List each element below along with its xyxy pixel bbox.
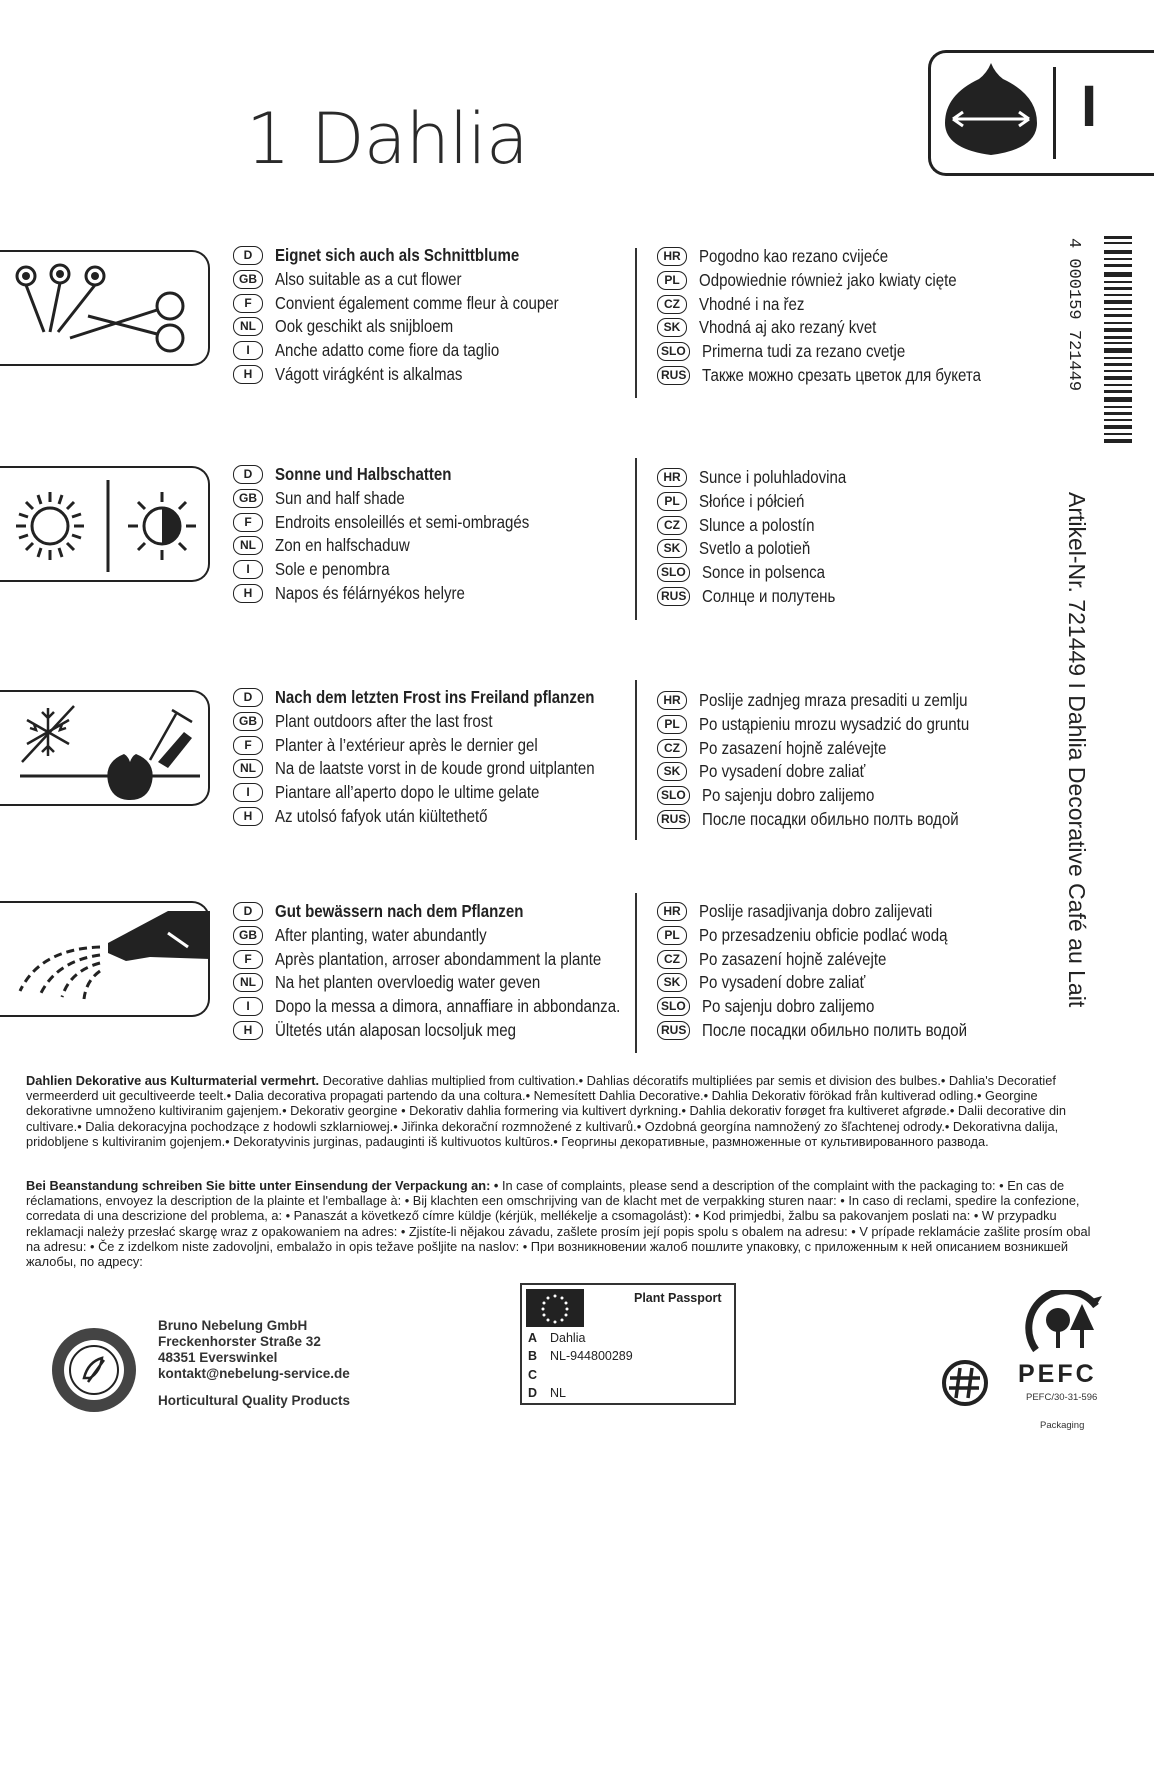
section-sun-right xyxy=(657,466,870,608)
lang-text: Poslije zadnjeg mraza presaditi u zemlju xyxy=(699,690,968,711)
company-tagline: Horticultural Quality Products xyxy=(158,1393,351,1408)
lang-text: Az utolsó fafyok után kiültethető xyxy=(275,805,488,826)
lang-text: Nach dem letzten Frost ins Freiland pflanzen xyxy=(275,687,595,708)
section-water-right xyxy=(657,900,1011,1042)
passport-value: NL xyxy=(550,1386,566,1400)
divider xyxy=(635,248,637,398)
lang-code-badge: HR xyxy=(657,468,687,487)
lang-code-badge: GB xyxy=(233,270,263,289)
lang-text: Zon en halfschaduw xyxy=(275,535,410,556)
lang-row xyxy=(657,760,1013,784)
lang-text: Vágott virágként is alkalmas xyxy=(275,363,463,384)
lang-row xyxy=(233,291,605,315)
plant-passport xyxy=(520,1283,736,1405)
pefc-label: PEFC xyxy=(1018,1360,1097,1388)
lang-row xyxy=(657,713,1013,737)
lang-text: Sonne und Halbschatten xyxy=(275,464,452,485)
lang-row xyxy=(233,244,605,268)
lang-code-badge: I xyxy=(233,341,263,360)
lang-row xyxy=(233,804,647,828)
lang-code-badge: PL xyxy=(657,715,687,734)
lang-row xyxy=(233,362,605,386)
lang-code-badge: H xyxy=(233,365,263,384)
lang-text: Gut bewässern nach dem Pflanzen xyxy=(275,901,524,922)
lang-text: Poslije rasadjivanja dobro zalijevati xyxy=(699,901,933,922)
lang-code-badge: NL xyxy=(233,973,263,992)
passport-value: Dahlia xyxy=(550,1331,586,1345)
lang-text: Na de laatste vorst in de koude grond uitplanten xyxy=(275,758,595,779)
lang-row xyxy=(657,971,1011,995)
section-frost-right xyxy=(657,689,1013,831)
lang-code-badge: SK xyxy=(657,762,687,781)
lang-row xyxy=(657,292,1027,316)
lang-row xyxy=(657,490,870,514)
lang-text: После посадки обильно полть водой xyxy=(702,808,959,829)
page-title: 1 Dahlia xyxy=(246,98,528,180)
lang-row xyxy=(657,1018,1011,1042)
lang-text: Po vysadení dobre zaliať xyxy=(699,972,866,993)
lang-code-badge: RUS xyxy=(657,587,690,606)
lang-row xyxy=(233,900,676,924)
passport-row-d xyxy=(528,1386,566,1400)
lang-code-badge: CZ xyxy=(657,739,687,758)
bulb-size-box xyxy=(928,50,1154,176)
lang-row xyxy=(233,995,676,1019)
lang-text: Piantare all’aperto dopo le ultime gelate xyxy=(275,782,540,803)
lang-row xyxy=(233,510,571,534)
passport-letter: C xyxy=(528,1368,538,1382)
divider xyxy=(635,893,637,1053)
lang-code-badge: I xyxy=(233,783,263,802)
lang-text: Ültetés után alaposan locsoljuk meg xyxy=(275,1019,516,1040)
lang-text: Dopo la messa a dimora, annaffiare in abbondanza. xyxy=(275,996,621,1017)
section-sun-left xyxy=(233,463,571,605)
lang-code-badge: D xyxy=(233,465,263,484)
lang-code-badge: HR xyxy=(657,902,687,921)
lang-text: Après plantation, arroser abondamment la plante xyxy=(275,948,602,969)
lang-text: Pogodno kao rezano cvijeće xyxy=(699,246,889,267)
lang-row xyxy=(233,1018,676,1042)
lang-row xyxy=(657,363,1027,387)
lang-row xyxy=(233,686,647,710)
lang-code-badge: HR xyxy=(657,247,687,266)
lang-text: Svetlo a polotieň xyxy=(699,538,811,559)
lang-code-badge: CZ xyxy=(657,516,687,535)
section-water-left xyxy=(233,900,676,1042)
sustainable-supplier-seal-icon xyxy=(50,1326,138,1414)
lang-text: Convient également comme fleur à couper xyxy=(275,292,559,313)
lang-text: Na het planten overvloedig water geven xyxy=(275,972,541,993)
lang-row xyxy=(657,807,1013,831)
lang-row xyxy=(233,558,571,582)
lang-row xyxy=(233,924,676,948)
cut-flower-scissors-icon xyxy=(0,252,210,368)
lang-row xyxy=(233,487,571,511)
lang-text: Ook geschikt als snijbloem xyxy=(275,316,454,337)
lang-code-badge: GB xyxy=(233,926,263,945)
lang-row xyxy=(657,947,1011,971)
plant-after-frost-icon xyxy=(0,692,210,808)
cultivation-text: Decorative dahlias multiplied from cultivation.• Dahlias décoratifs multipliées par semis et division des bulbes.• Dahlia's Decoratief vermeerderd uit gecultiveerde teelt.• Dalia decorativa propagati partendo da una coltura.• Nemesített Dahlia Decorative.• Dahlia Dekorativ förökad från kultiverad odling.• Georgine dekorativne umnoženo kultiviranim gajenjem.• Dekorativ georgine • Dekorativ dahlia formering via kultivert dyrkning.• Dahlia dekorativ forøget fra kultiveret afgrøde.• Dalii decorative din cultivare.• Dalia dekoracyjna pochodzące z hodowli szklarniowej.• Jiřinka dekorační rozmnožené z kultivarů.• Ozdobná georgína namnožený zo šľachtenej odrody.• Dekorativna dalija, pridobljene s kultiviranim gojenjem.• Dekoratyvinis jurginas, padauginti iš kultivuotos kultūros.• Георгины декоративные, размноженные от культивированного развода. xyxy=(26,1073,1067,1149)
lang-code-badge: SLO xyxy=(657,342,690,361)
lang-code-badge: GB xyxy=(233,712,263,731)
frost-icon-box xyxy=(0,690,210,806)
lang-row xyxy=(657,340,1027,364)
company-street: Freckenhorster Straße 32 xyxy=(158,1334,321,1349)
lang-code-badge: PL xyxy=(657,926,687,945)
lang-row xyxy=(233,315,605,339)
lang-text: Napos és félárnyékos helyre xyxy=(275,582,465,603)
lang-code-badge: NL xyxy=(233,759,263,778)
lang-text: Endroits ensoleillés et semi-ombragés xyxy=(275,511,530,532)
lang-code-badge: SK xyxy=(657,539,687,558)
divider xyxy=(635,680,637,840)
lang-row xyxy=(657,513,870,537)
barcode xyxy=(1060,236,1132,444)
article-number-vertical: Artikel-Nr. 721449 I Dahlia Decorative Café au Lait xyxy=(1064,492,1090,1008)
lang-text: Eignet sich auch als Schnittblume xyxy=(275,245,520,266)
lang-text: Slunce a polostín xyxy=(699,514,815,535)
lang-row xyxy=(657,784,1013,808)
complaint-lead: Bei Beanstandung schreiben Sie bitte unter Einsendung der Verpackung an: • xyxy=(26,1178,499,1193)
lang-text: Также можно срезать цветок для букета xyxy=(702,364,982,385)
lang-row xyxy=(657,537,870,561)
cut-flower-icon-box xyxy=(0,250,210,366)
lang-text: After planting, water abundantly xyxy=(275,925,487,946)
company-address xyxy=(158,1318,350,1382)
passport-value: NL-944800289 xyxy=(550,1349,633,1363)
passport-row-b xyxy=(528,1349,633,1363)
lang-text: После посадки обильно полить водой xyxy=(702,1019,968,1040)
lang-code-badge: PL xyxy=(657,271,687,290)
barcode-digits: 4 000159 721449 xyxy=(1064,238,1083,392)
lang-row xyxy=(657,561,870,585)
lang-text: Vhodná aj ako rezaný kvet xyxy=(699,317,877,338)
lang-row xyxy=(233,463,571,487)
lang-row xyxy=(233,581,571,605)
watering-icon-box xyxy=(0,901,210,1017)
lang-code-badge: D xyxy=(233,688,263,707)
lang-row xyxy=(657,995,1011,1019)
lang-code-badge: F xyxy=(233,294,263,313)
company-name: Bruno Nebelung GmbH xyxy=(158,1318,308,1333)
lang-code-badge: RUS xyxy=(657,810,690,829)
lang-text: Po ustąpieniu mrozu wysadzić do gruntu xyxy=(699,714,970,735)
section-cut-flower-right xyxy=(657,245,1027,387)
divider xyxy=(635,458,637,620)
passport-letter: B xyxy=(528,1349,538,1363)
lang-code-badge: F xyxy=(233,513,263,532)
packaging-label: Packaging xyxy=(1040,1420,1085,1431)
passport-title: Plant Passport xyxy=(634,1291,722,1305)
lang-text: Plant outdoors after the last frost xyxy=(275,711,493,732)
lang-code-badge: RUS xyxy=(657,366,690,385)
complaint-paragraph xyxy=(26,1178,1096,1269)
lang-code-badge: CZ xyxy=(657,295,687,314)
eu-flag-icon xyxy=(526,1289,584,1327)
lang-code-badge: H xyxy=(233,1021,263,1040)
lang-code-badge: F xyxy=(233,950,263,969)
lang-row xyxy=(233,781,647,805)
lang-code-badge: RUS xyxy=(657,1021,690,1040)
passport-letter: A xyxy=(528,1331,538,1345)
lang-text: Vhodné i na řez xyxy=(699,293,805,314)
lang-code-badge: HR xyxy=(657,691,687,710)
lang-text: Sonce in polsenca xyxy=(701,562,825,583)
bulb-icon xyxy=(939,57,1049,167)
lang-text: Солнце и полутень xyxy=(702,585,836,606)
lang-row xyxy=(657,269,1027,293)
lang-text: Po sajenju dobro zalijemo xyxy=(701,785,875,806)
section-cut-flower-left xyxy=(233,244,605,386)
recycle-hash-icon xyxy=(940,1358,990,1408)
lang-text: Sun and half shade xyxy=(275,488,405,509)
lang-code-badge: D xyxy=(233,246,263,265)
lang-code-badge: H xyxy=(233,807,263,826)
lang-code-badge: I xyxy=(233,560,263,579)
watering-can-icon xyxy=(0,903,210,1019)
lang-row xyxy=(233,733,647,757)
lang-row xyxy=(657,689,1013,713)
passport-row-c xyxy=(528,1368,550,1382)
lang-row xyxy=(233,268,605,292)
complaint-text: In case of complaints, please send a description of the complaint with the packaging to: • En cas de réclamations, envoyez la description de la plainte et l'emballage à: • Bij klachten een omschrijving van de klacht met de verpakking sturen naar: • In caso di reclami, spedire la confezione, corredata di una descrizione del problema, a: • Panaszát a következő címre küldje (kérjük, mellékelje a csomagolást): • Kod primjedbi, žalbu sa pakovanjem poslati na: • W przypadku reklamacji należy przesłać skargę wraz z opakowaniem na adres: • Zjistíte-li nějakou závadu, zašlete prosím její popis spolu s obalem na adresu: • V prípade reklamácie zašlite prosím obal na adresu: • Če z izdelkom niste zadovoljni, embalažo in opis težave pošljite na naslov: • При возникновении жалоб пошлите упаковку, с приложенным к ней описанием возникшей жалобы, по адресу: xyxy=(26,1178,1091,1270)
lang-code-badge: PL xyxy=(657,492,687,511)
lang-code-badge: F xyxy=(233,736,263,755)
lang-text: Primerna tudi za rezano cvetje xyxy=(701,341,905,362)
lang-text: Po vysadení dobre zaliať xyxy=(699,761,866,782)
lang-code-badge: SLO xyxy=(657,997,690,1016)
passport-row-a xyxy=(528,1331,585,1345)
lang-row xyxy=(657,736,1013,760)
company-email: kontakt@nebelung-service.de xyxy=(158,1366,350,1381)
company-city: 48351 Everswinkel xyxy=(158,1350,278,1365)
lang-text: Po zasazení hojně zalévejte xyxy=(699,948,887,969)
lang-code-badge: SLO xyxy=(657,563,690,582)
bulb-size-label: I xyxy=(1081,74,1098,139)
lang-code-badge: NL xyxy=(233,317,263,336)
lang-code-badge: GB xyxy=(233,489,263,508)
lang-code-badge: D xyxy=(233,902,263,921)
lang-code-badge: CZ xyxy=(657,950,687,969)
passport-letter: D xyxy=(528,1386,538,1400)
lang-row xyxy=(657,245,1027,269)
pefc-code: PEFC/30-31-596 xyxy=(1026,1392,1098,1403)
lang-row xyxy=(233,757,647,781)
lang-code-badge: NL xyxy=(233,536,263,555)
lang-text: Also suitable as a cut flower xyxy=(275,269,462,290)
pefc-logo-icon xyxy=(1022,1290,1110,1356)
sun-icon-box xyxy=(0,466,210,582)
lang-row xyxy=(657,900,1011,924)
lang-row xyxy=(657,466,870,490)
lang-row xyxy=(233,971,676,995)
section-frost-left xyxy=(233,686,647,828)
lang-text: Sunce i poluhladovina xyxy=(699,467,847,488)
lang-text: Po przesadzeniu obficie podlać wodą xyxy=(699,925,948,946)
cultivation-paragraph xyxy=(26,1073,1096,1149)
lang-code-badge: I xyxy=(233,997,263,1016)
lang-row xyxy=(233,947,676,971)
cultivation-lead: Dahlien Dekorative aus Kulturmaterial vermehrt. xyxy=(26,1073,320,1088)
lang-text: Anche adatto come fiore da taglio xyxy=(275,340,500,361)
lang-row xyxy=(657,584,870,608)
lang-text: Odpowiednie również jako kwiaty cięte xyxy=(699,270,957,291)
lang-text: Po sajenju dobro zalijemo xyxy=(701,996,875,1017)
lang-code-badge: H xyxy=(233,584,263,603)
lang-text: Słońce i półcień xyxy=(699,491,805,512)
lang-code-badge: SK xyxy=(657,318,687,337)
lang-code-badge: SLO xyxy=(657,786,690,805)
lang-row xyxy=(657,316,1027,340)
lang-row xyxy=(233,534,571,558)
lang-text: Sole e penombra xyxy=(275,559,390,580)
lang-text: Po zasazení hojně zalévejte xyxy=(699,737,887,758)
lang-row xyxy=(657,924,1011,948)
lang-code-badge: SK xyxy=(657,973,687,992)
lang-text: Planter à l’extérieur après le dernier gel xyxy=(275,734,538,755)
sun-half-shade-icon xyxy=(0,468,210,584)
lang-row xyxy=(233,710,647,734)
lang-row xyxy=(233,339,605,363)
